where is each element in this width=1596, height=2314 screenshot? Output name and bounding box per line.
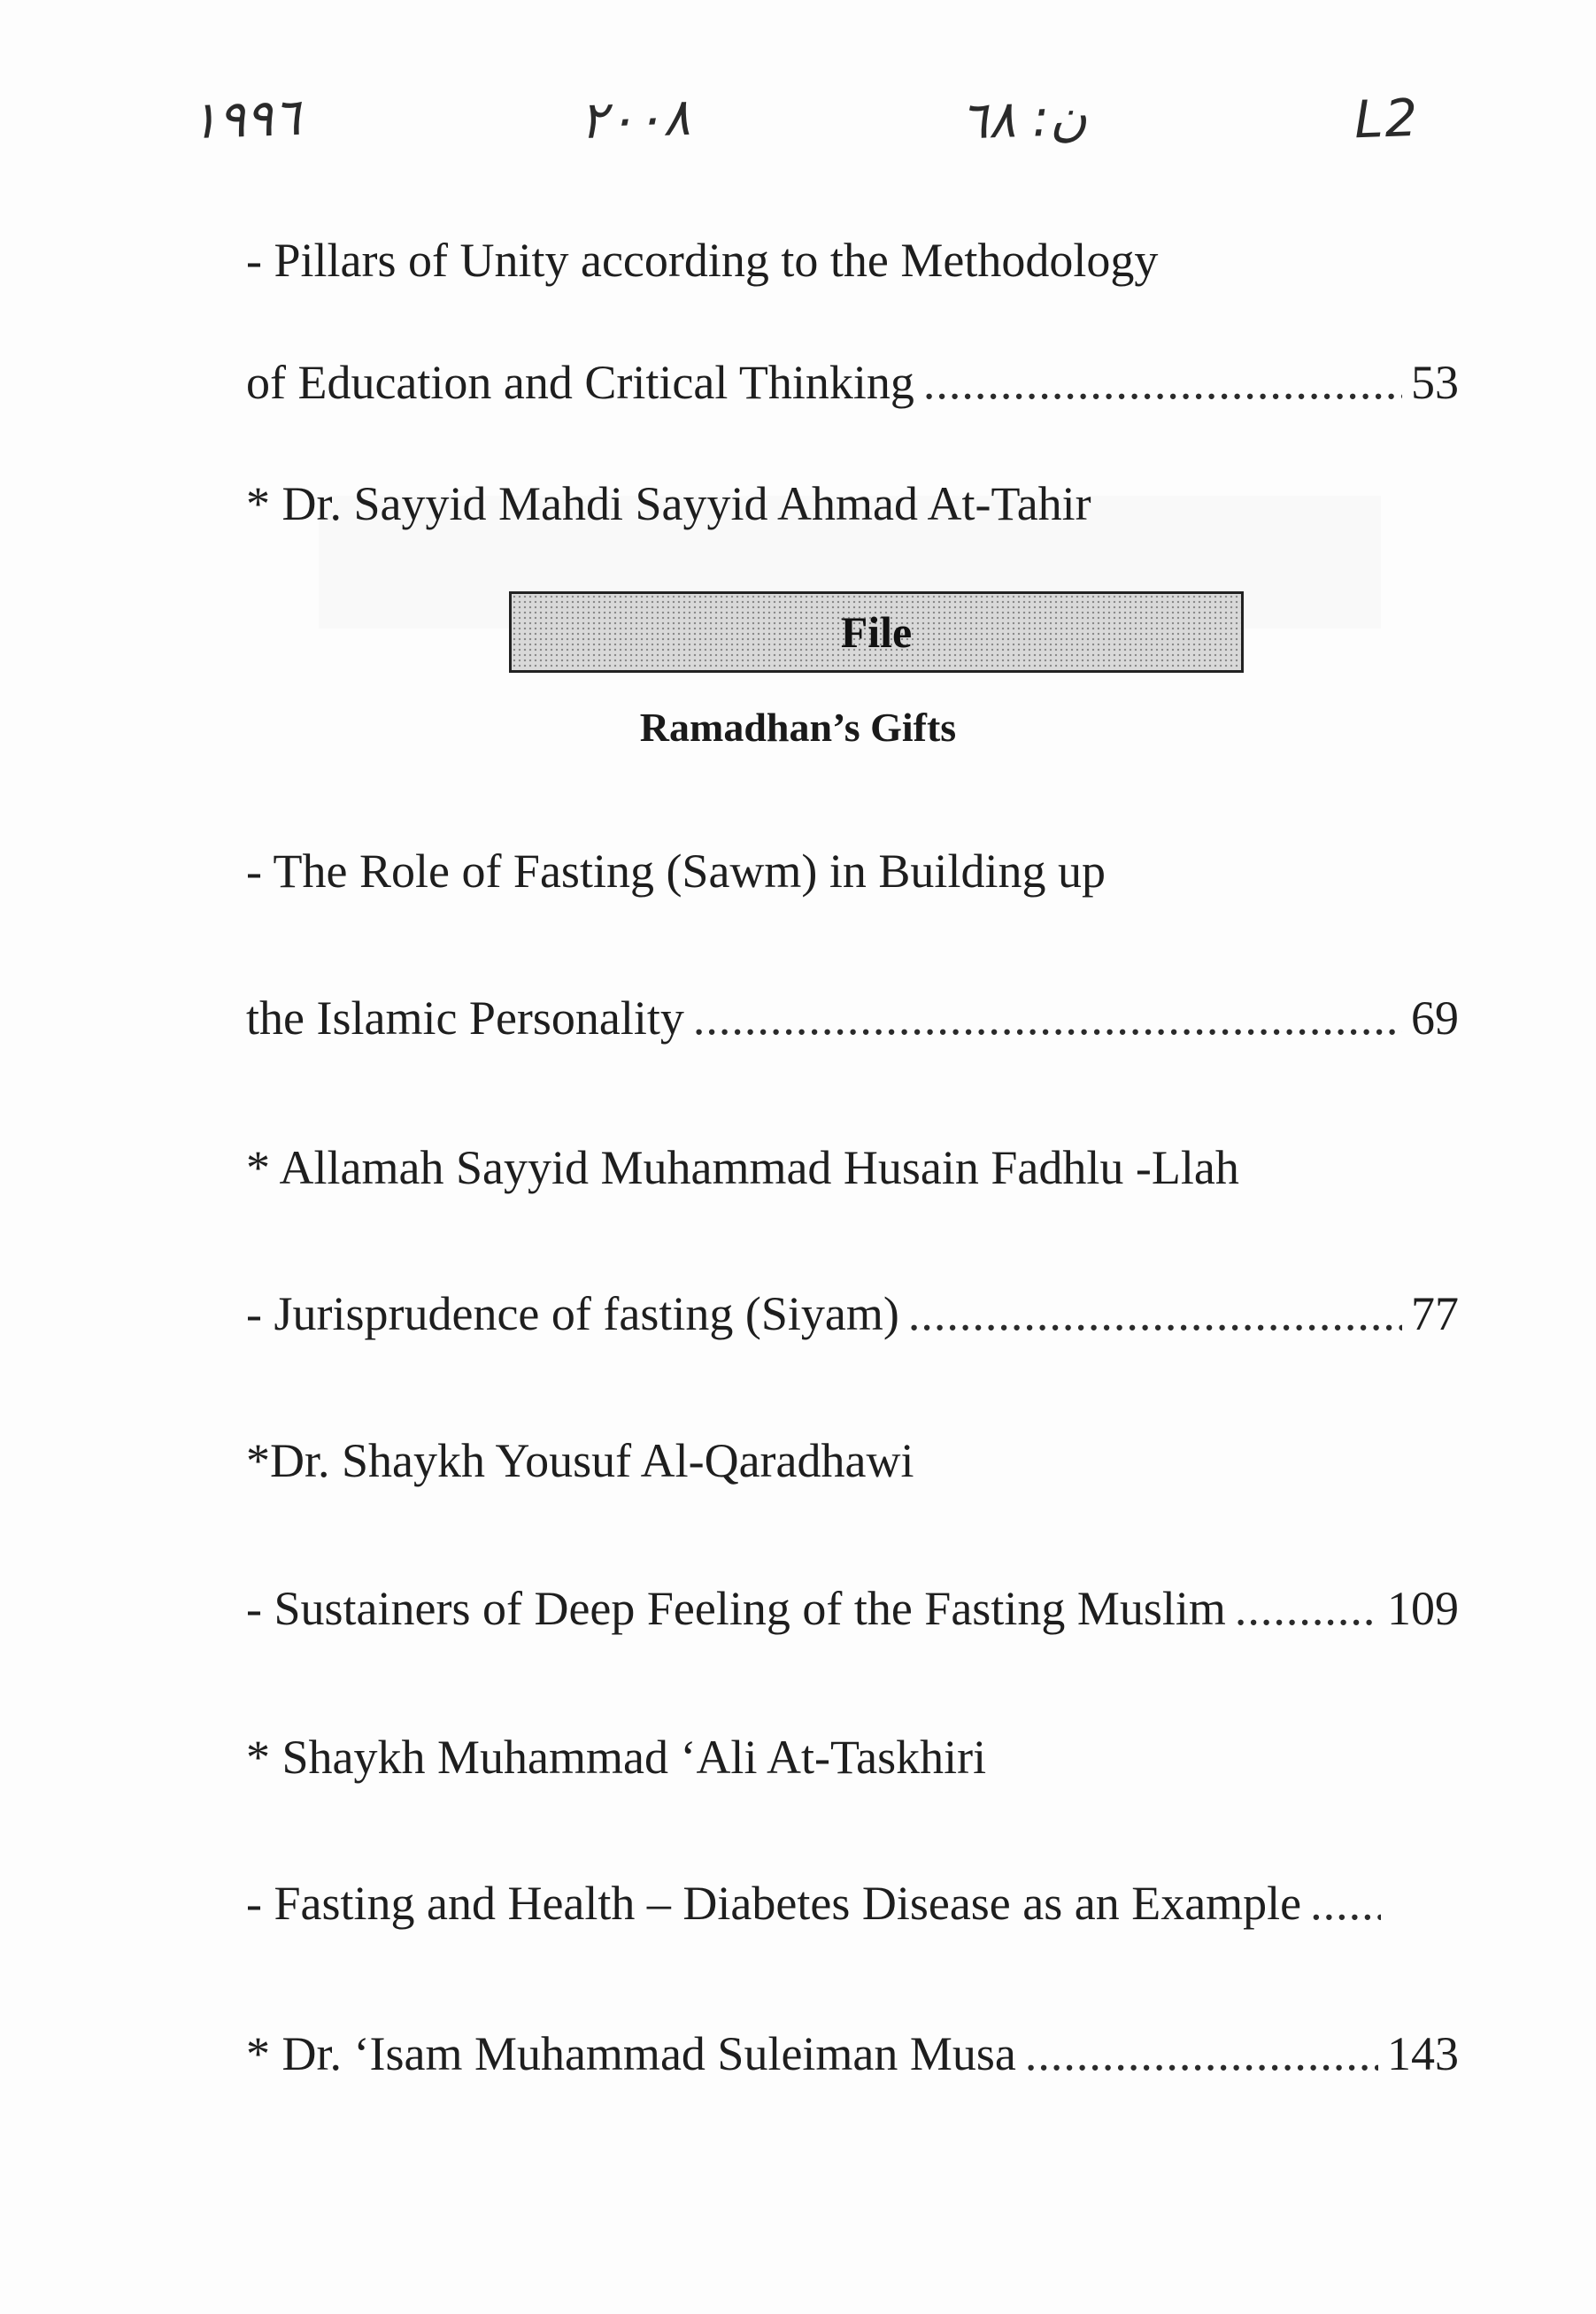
toc-entry-title: - Fasting and Health – Diabetes Disease as an Example [246,1877,1302,1930]
toc-entry [246,1285,1459,1342]
author-name: * Dr. Sayyid Mahdi Sayyid Ahmad At-Tahir [246,477,1091,530]
author-name: * Shaykh Muhammad ‘Ali At-Taskhiri [246,1731,987,1784]
toc-page-number: 69 [1411,991,1459,1045]
toc-line [246,843,1459,899]
toc-page-number: 109 [1387,1582,1459,1635]
toc-entry-title: - The Role of Fasting (Sawm) in Building up [246,845,1106,898]
author-name: * Dr. ‘Isam Muhammad Suleiman Musa [246,2027,1016,2080]
toc-entry-title: - Pillars of Unity according to the Methodology [246,234,1159,287]
section-title: Ramadhan’s Gifts [639,705,957,750]
handwritten-note-1: ١٩٩٦ [189,86,302,151]
leader-dots [693,990,1402,1046]
toc-entry [246,990,1459,1046]
toc-page-number: 143 [1387,2027,1459,2080]
toc-entry [246,354,1459,411]
toc-entry-title: the Islamic Personality [246,991,684,1045]
toc-entry [246,1875,1459,1932]
author-name: * Allamah Sayyid Muhammad Husain Fadhlu -Llah [246,1141,1239,1194]
file-section-box [509,591,1244,673]
author-name: *Dr. Shaykh Yousuf Al-Qaradhawi [246,1434,914,1487]
toc-page-number: 77 [1411,1287,1459,1340]
handwritten-note-3: ن: ٦٨ [959,86,1089,151]
toc-entry-title: - Jurisprudence of fasting (Siyam) [246,1287,899,1340]
leader-dots [1025,2025,1378,2082]
toc-line [246,232,1459,289]
handwritten-note-4: L2 [1353,87,1421,150]
toc-entry-title: of Education and Critical Thinking [246,356,914,409]
toc-author [246,1139,1459,1196]
toc-entry [246,2025,1459,2082]
leader-dots [908,1285,1402,1342]
toc-author [246,1729,1459,1786]
toc-author [246,475,1459,532]
leader-dots [1310,1875,1381,1932]
leader-dots [1235,1580,1378,1637]
file-label: File [840,607,913,657]
leader-dots [923,354,1402,411]
toc-entry [246,1580,1459,1637]
toc-page-number: 53 [1411,356,1459,409]
handwritten-note-2: ٢٠٠٨ [578,86,691,151]
toc-entry-title: - Sustainers of Deep Feeling of the Fasting Muslim [246,1582,1226,1635]
toc-author [246,1432,1459,1489]
